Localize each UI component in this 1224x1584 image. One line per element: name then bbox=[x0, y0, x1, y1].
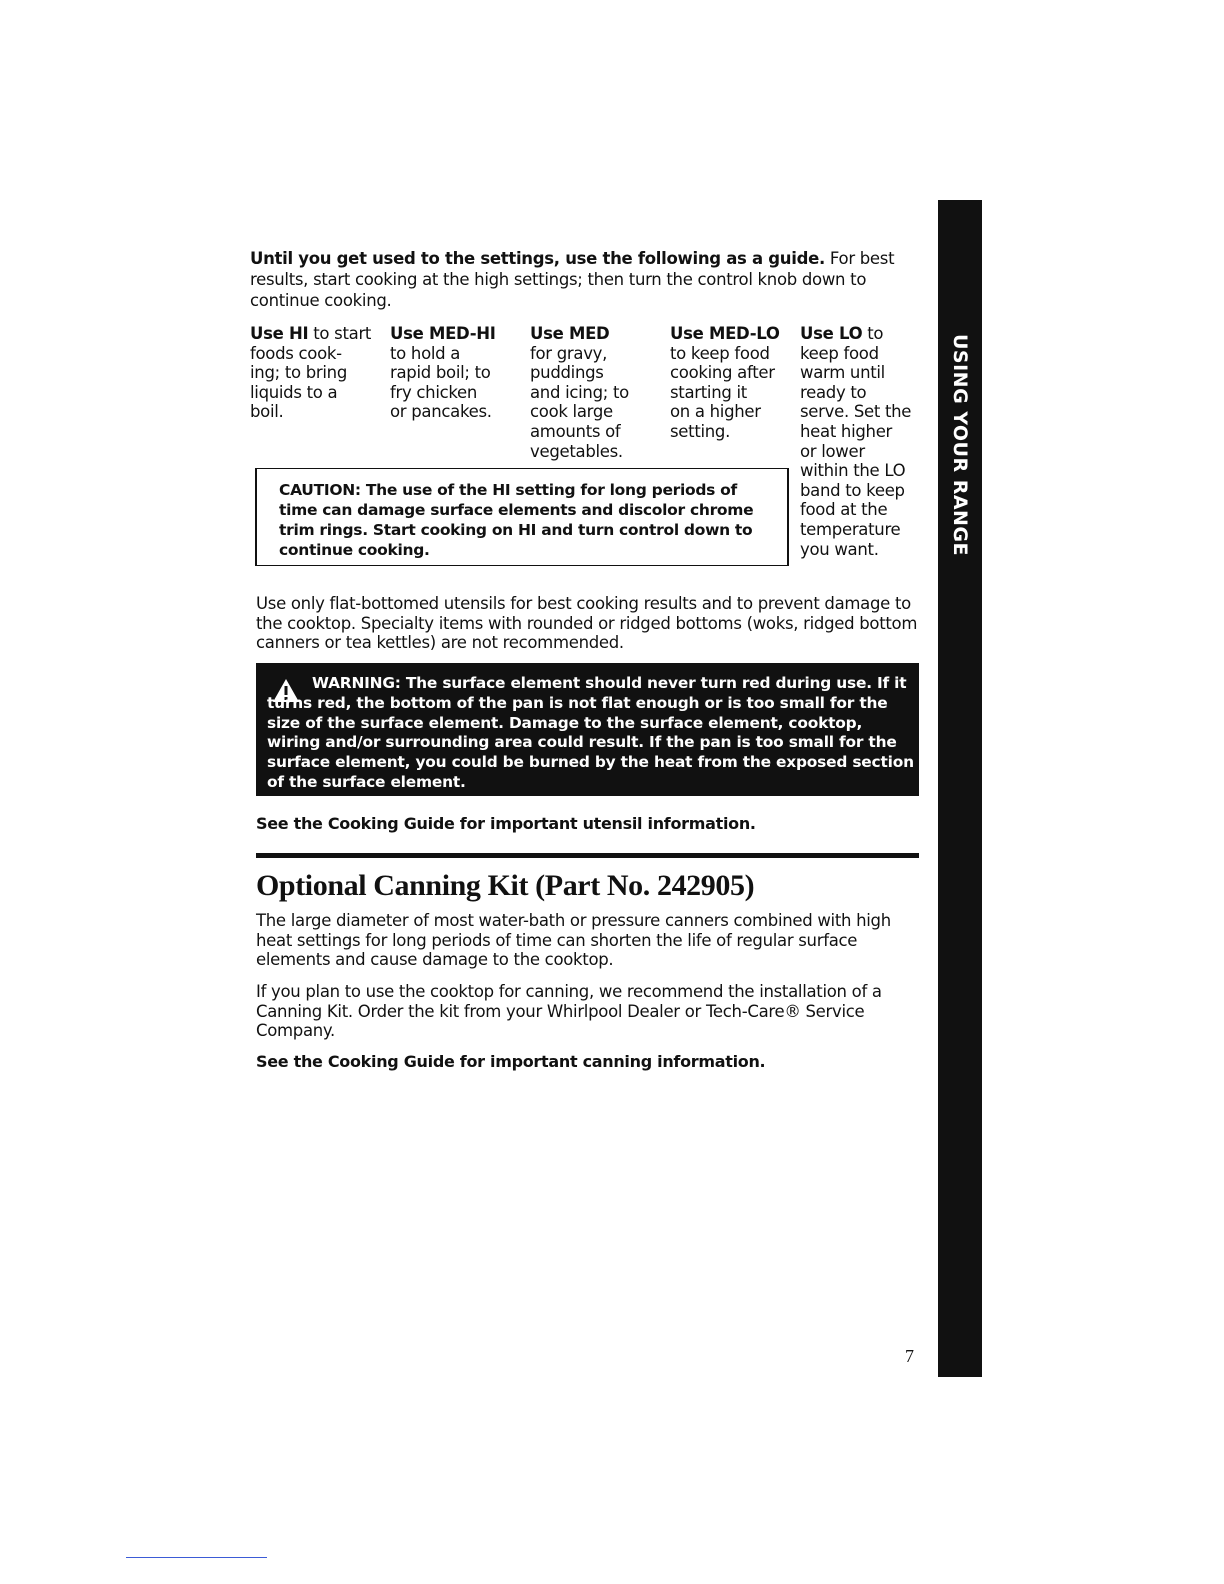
setting-line: to hold a bbox=[390, 343, 461, 363]
setting-line: fry chicken bbox=[390, 382, 478, 402]
setting-line: cook large bbox=[530, 402, 613, 422]
setting-line: temperature bbox=[800, 519, 901, 539]
setting-line: ready to bbox=[800, 382, 867, 402]
setting-column-med-hi bbox=[390, 324, 496, 422]
setting-label: Use LO bbox=[800, 324, 863, 343]
see-canning-note: See the Cooking Guide for important canning information. bbox=[256, 1052, 766, 1071]
setting-line: rapid boil; to bbox=[390, 363, 491, 383]
setting-line: vegetables. bbox=[530, 441, 623, 461]
setting-line: to keep food bbox=[670, 343, 770, 363]
intro-text: For best results, start cooking at the high settings; then turn the control knob down to continue cooking. bbox=[250, 249, 895, 310]
setting-line: warm until bbox=[800, 363, 885, 383]
side-tab bbox=[938, 200, 982, 1377]
setting-label: Use MED bbox=[530, 324, 610, 343]
setting-line: within the LO bbox=[800, 461, 906, 481]
setting-line: amounts of bbox=[530, 421, 621, 441]
warning-text: WARNING: The surface element should never turn red during use. If it turns red, the bottom of the pan is not flat enough or is too small for the size of the surface element. Damage to the surface element, cooktop, wiring and/or surrounding area could result. If the pan is too small for the surface element, you could be burned by the heat from the exposed section of the surface element. bbox=[267, 674, 914, 791]
caution-box bbox=[255, 468, 789, 566]
setting-line: band to keep bbox=[800, 480, 905, 500]
setting-line: boil. bbox=[250, 402, 284, 422]
page-number: 7 bbox=[905, 1346, 914, 1366]
warning-box bbox=[256, 663, 919, 796]
setting-line: puddings bbox=[530, 363, 604, 383]
section-title: Optional Canning Kit (Part No. 242905) bbox=[256, 869, 755, 902]
caution-text: CAUTION: The use of the HI setting for long periods of time can damage surface elements and discolor chrome trim rings. Start cooking on HI and turn control down to continue cooking. bbox=[279, 481, 754, 559]
intro-bold: Until you get used to the settings, use the following as a guide. bbox=[250, 249, 825, 268]
canning-paragraph-1: The large diameter of most water-bath or pressure canners combined with high heat settings for long periods of time can shorten the life of regular surface elements and cause damage to the cooktop. bbox=[256, 911, 891, 969]
setting-line: and icing; to bbox=[530, 382, 629, 402]
setting-line: to start bbox=[308, 324, 372, 343]
setting-line: setting. bbox=[670, 421, 731, 441]
setting-line: foods cook- bbox=[250, 343, 342, 363]
setting-line: starting it bbox=[670, 382, 747, 402]
utensil-paragraph: Use only flat-bottomed utensils for best cooking results and to prevent damage to the cooktop. Specialty items with rounded or ridged bottoms (woks, ridged bottom canners or tea kettles) are not recommended. bbox=[256, 594, 918, 652]
setting-column-hi bbox=[250, 324, 371, 422]
intro-paragraph bbox=[250, 248, 920, 311]
setting-label: Use MED-LO bbox=[670, 324, 780, 343]
setting-label: Use MED-HI bbox=[390, 324, 496, 343]
setting-column-lo bbox=[800, 324, 911, 559]
setting-line: to bbox=[862, 324, 884, 343]
setting-column-med-lo bbox=[670, 324, 780, 442]
setting-line: liquids to a bbox=[250, 382, 338, 402]
setting-line: heat higher bbox=[800, 421, 893, 441]
setting-line: or pancakes. bbox=[390, 402, 492, 422]
section-divider bbox=[256, 853, 919, 858]
setting-line: cooking after bbox=[670, 363, 775, 383]
setting-line: for gravy, bbox=[530, 343, 608, 363]
setting-line: food at the bbox=[800, 500, 888, 520]
footer-rule bbox=[126, 1557, 267, 1558]
setting-line: or lower bbox=[800, 441, 865, 461]
canning-paragraph-2: If you plan to use the cooktop for canning, we recommend the installation of a Canning Kit. Order the kit from your Whirlpool Dealer or Tech-Care® Service Company. bbox=[256, 982, 882, 1040]
setting-column-med bbox=[530, 324, 629, 461]
setting-line: ing; to bring bbox=[250, 363, 348, 383]
setting-line: serve. Set the bbox=[800, 402, 912, 422]
setting-line: on a higher bbox=[670, 402, 761, 422]
setting-line: keep food bbox=[800, 343, 879, 363]
see-utensil-note: See the Cooking Guide for important utensil information. bbox=[256, 814, 756, 833]
setting-label: Use HI bbox=[250, 324, 309, 343]
setting-line: you want. bbox=[800, 539, 879, 559]
side-tab-label: USING YOUR RANGE bbox=[949, 333, 971, 557]
